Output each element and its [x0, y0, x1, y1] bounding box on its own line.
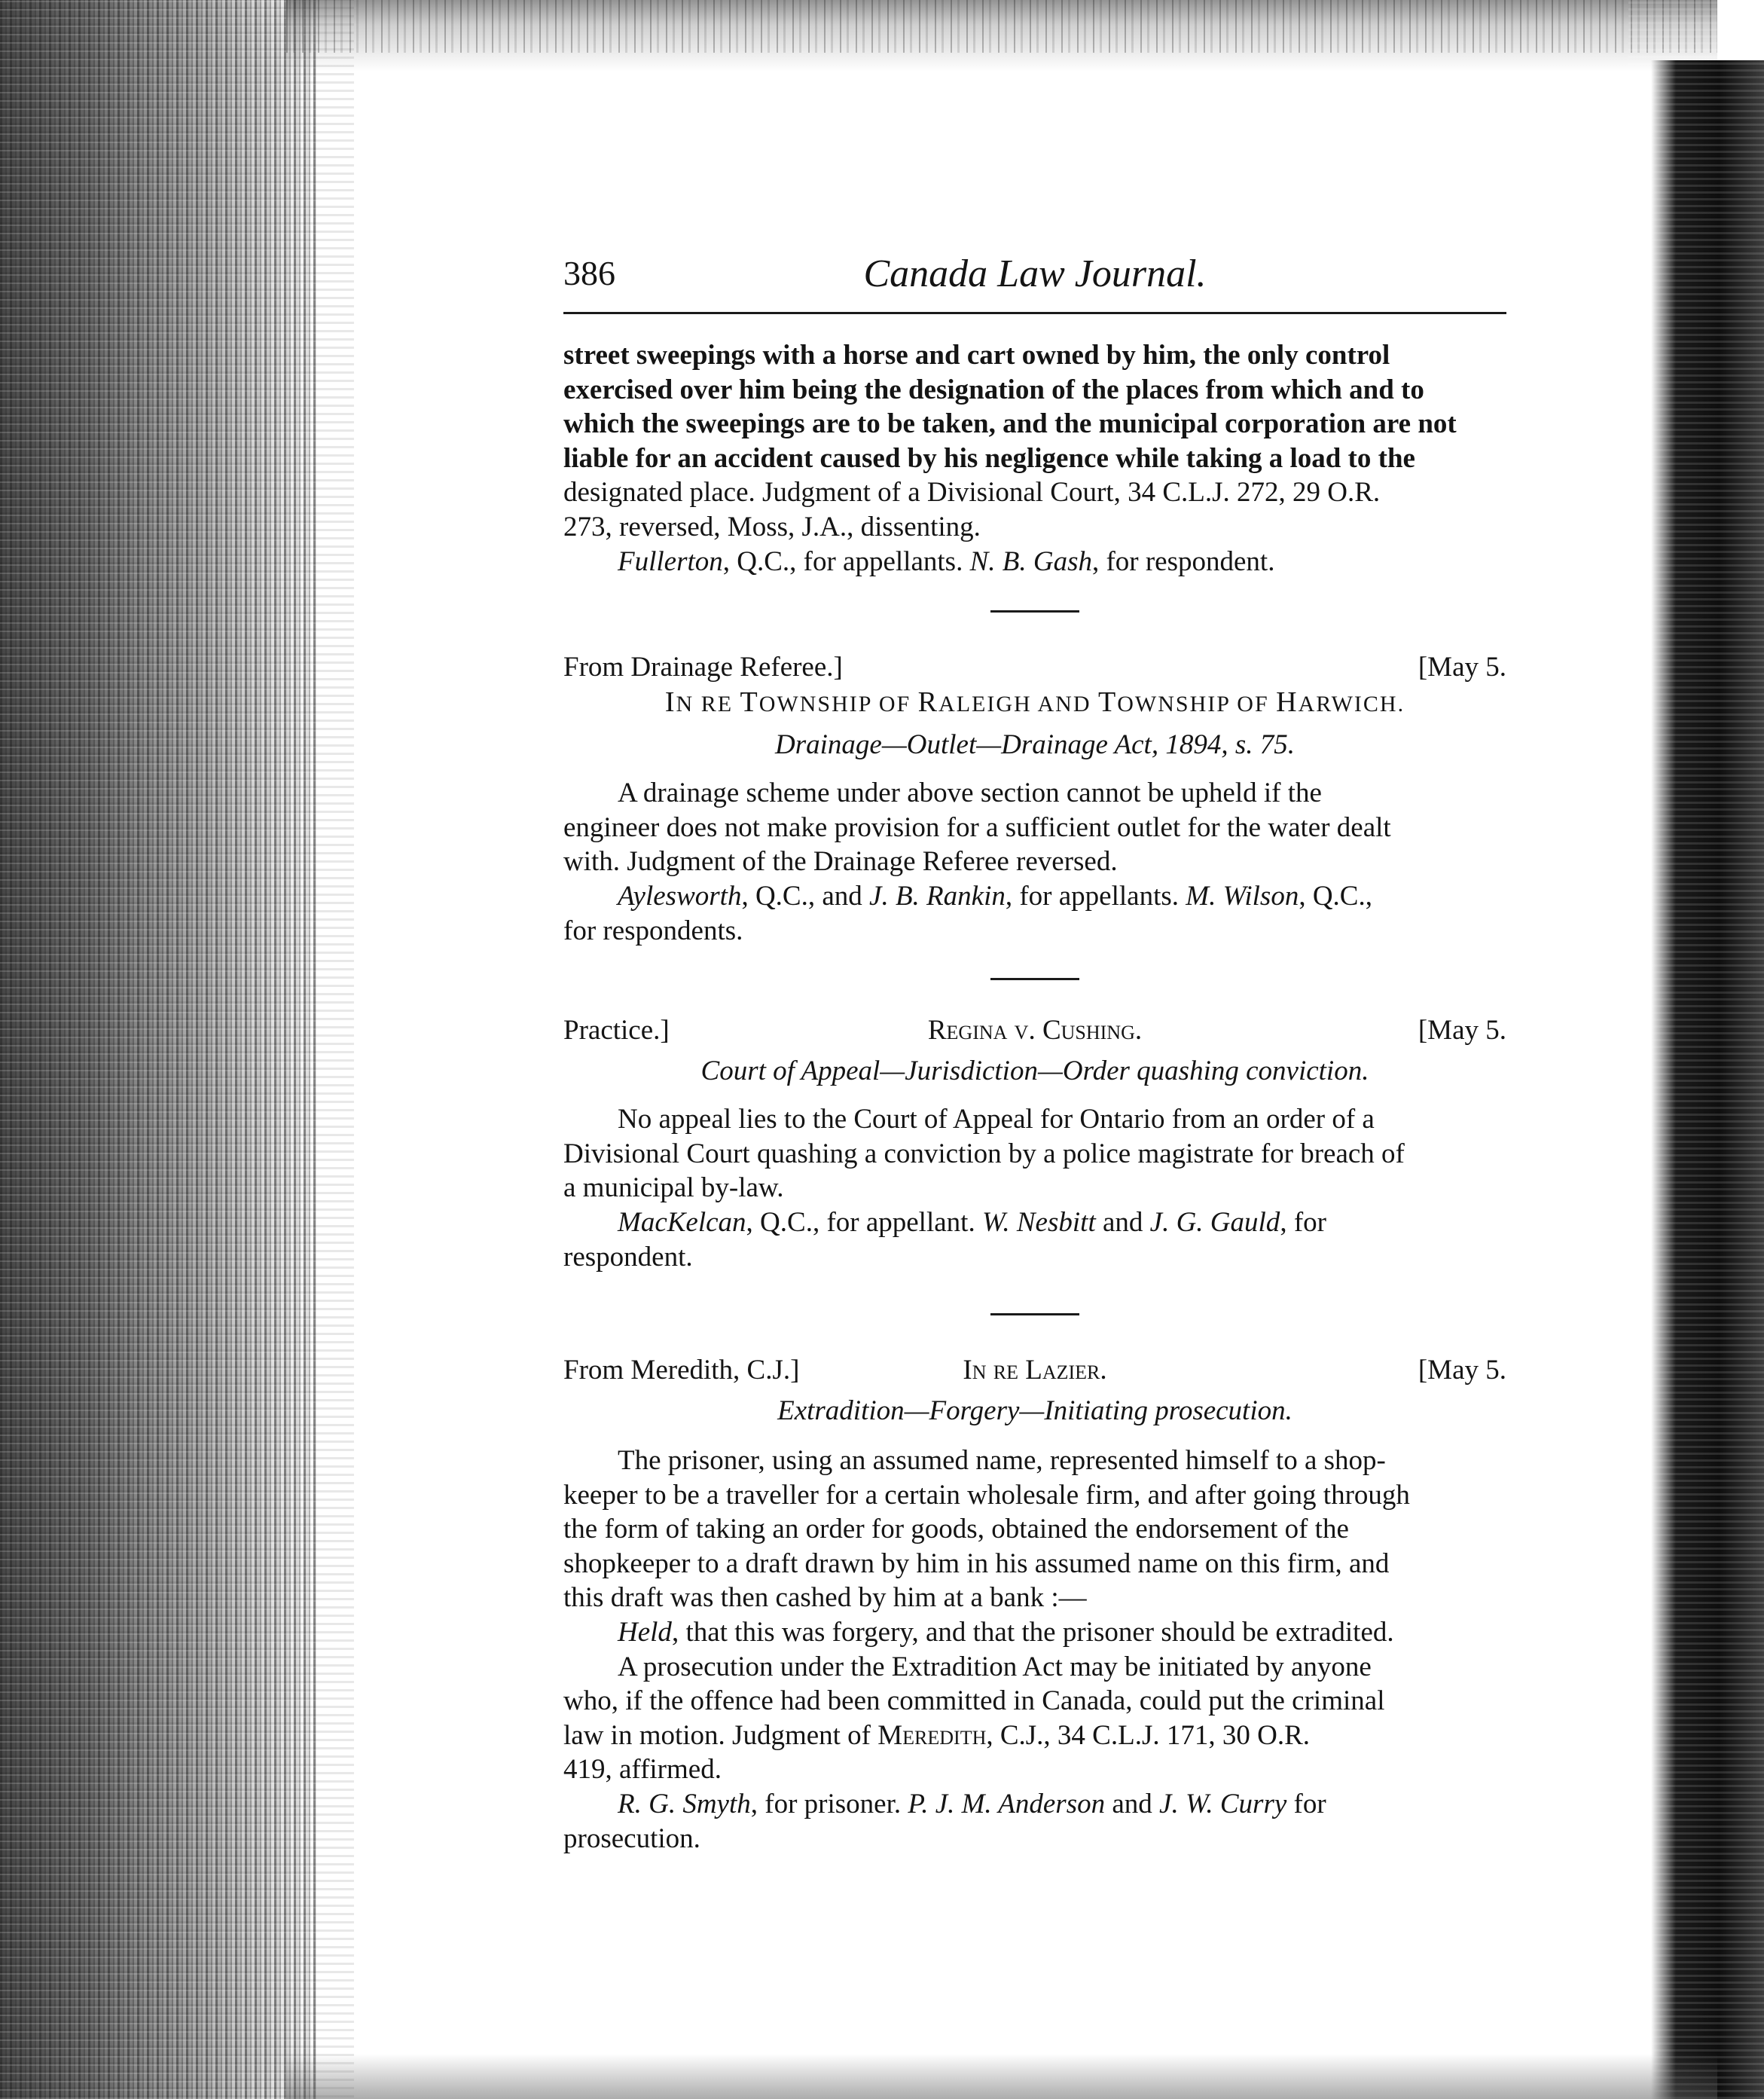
- counsel-name: J. G. Gauld: [1149, 1206, 1280, 1238]
- case-title: In re Lazier.: [963, 1355, 1107, 1386]
- text-line: respondent.: [563, 1241, 693, 1273]
- counsel-text: , for respondent.: [1091, 545, 1275, 577]
- text-line: A drainage scheme under above section cannot be upheld if the: [618, 778, 1322, 809]
- counsel-name: Aylesworth: [618, 880, 742, 912]
- case-header-row: [563, 1353, 1506, 1388]
- case-topic: Extradition—Forgery—Initiating prosecution.: [777, 1395, 1292, 1427]
- text-line: law in motion. Judgment of Meredith, C.J., 34 C.L.J. 171, 30 O.R.: [563, 1719, 1311, 1751]
- text-line: liable for an accident caused by his negligence while taking a load to the: [563, 442, 1415, 474]
- carryover-paragraph: [563, 338, 1506, 579]
- text-line: 419, affirmed.: [563, 1754, 722, 1786]
- holding-line: Held, that this was forgery, and that the prisoner should be extradited.: [618, 1617, 1394, 1648]
- judge-name: Meredith: [877, 1719, 987, 1751]
- text-line: designated place. Judgment of a Divisional Court, 34 C.L.J. 272, 29 O.R.: [563, 477, 1381, 509]
- case-topic: Court of Appeal—Jurisdiction—Order quashing conviction.: [700, 1056, 1369, 1087]
- text-line: with. Judgment of the Drainage Referee reversed.: [563, 846, 1118, 878]
- counsel-name: J. W. Curry: [1159, 1789, 1287, 1820]
- text-line: this draft was then cashed by him at a bank :—: [563, 1582, 1087, 1614]
- case-body: [563, 1444, 1506, 1856]
- scan-right-texture: [1628, 0, 1764, 2099]
- case-date: [May 5.: [1418, 1355, 1506, 1386]
- text-line: shopkeeper to a draft drawn by him in his assumed name on this firm, and: [563, 1548, 1390, 1579]
- case-drainage: [563, 650, 1506, 948]
- case-source: Practice.]: [563, 1015, 670, 1046]
- text-line: for respondents.: [563, 915, 743, 946]
- page-number: 386: [563, 254, 615, 292]
- journal-title: Canada Law Journal.: [863, 252, 1207, 295]
- text-line: engineer does not make provision for a sufficient outlet for the water dealt: [563, 811, 1391, 843]
- counsel-name: N. B. Gash: [969, 545, 1092, 577]
- scan-left-texture: [0, 0, 354, 2099]
- case-topic: Drainage—Outlet—Drainage Act, 1894, s. 75.: [775, 729, 1295, 761]
- text-line: No appeal lies to the Court of Appeal for Ontario from an order of a: [618, 1104, 1375, 1135]
- counsel-line: [563, 545, 1506, 579]
- journal-page: [563, 249, 1506, 1856]
- text-line: keeper to be a traveller for a certain wholesale firm, and after going through: [563, 1479, 1410, 1511]
- section-divider: [990, 1313, 1079, 1315]
- case-date: [May 5.: [1418, 652, 1506, 683]
- case-body: [563, 1102, 1506, 1274]
- counsel-name: M. Wilson: [1186, 880, 1299, 912]
- section-divider: [990, 610, 1079, 613]
- case-title: IN RE TOWNSHIP OF RALEIGH AND TOWNSHIP OF HARWICH.: [664, 686, 1405, 719]
- case-date: [May 5.: [1418, 1015, 1506, 1046]
- counsel-line: MacKelcan, Q.C., for appellant. W. Nesbitt and J. G. Gauld, for: [618, 1206, 1326, 1238]
- case-header-row: [563, 650, 1506, 685]
- text-line: The prisoner, using an assumed name, represented himself to a shop-: [618, 1445, 1386, 1477]
- counsel-line: Aylesworth, Q.C., and J. B. Rankin, for appellants. M. Wilson, Q.C.,: [618, 880, 1372, 912]
- counsel-name: W. Nesbitt: [981, 1206, 1096, 1238]
- text-line: exercised over him being the designation of the places from which and to: [563, 374, 1424, 405]
- case-source: From Meredith, C.J.]: [563, 1355, 800, 1386]
- case-regina-cushing: [563, 1013, 1506, 1274]
- case-lazier: [563, 1353, 1506, 1856]
- counsel-name: P. J. M. Anderson: [908, 1789, 1106, 1820]
- case-header-row: [563, 1013, 1506, 1048]
- counsel-name: Fullerton: [618, 545, 723, 577]
- counsel-line: R. G. Smyth, for prisoner. P. J. M. Anderson and J. W. Curry for: [618, 1789, 1326, 1820]
- counsel-name: J. B. Rankin: [869, 880, 1006, 912]
- case-source: From Drainage Referee.]: [563, 652, 843, 683]
- page-header: [563, 249, 1506, 314]
- held-label: Held: [618, 1617, 672, 1648]
- scan-bottom-edge: [286, 2054, 1717, 2099]
- case-title: Regina v. Cushing.: [927, 1015, 1143, 1046]
- text-line: a municipal by-law.: [563, 1172, 784, 1204]
- text-line: the form of taking an order for goods, obtained the endorsement of the: [563, 1514, 1349, 1545]
- case-body: [563, 776, 1506, 948]
- counsel-name: R. G. Smyth: [618, 1789, 751, 1820]
- counsel-name: MacKelcan: [618, 1206, 746, 1238]
- text-line: prosecution.: [563, 1822, 700, 1854]
- counsel-text: , Q.C., for appellants.: [722, 545, 963, 577]
- text-line: street sweepings with a horse and cart owned by him, the only control: [563, 340, 1390, 371]
- text-line: 273, reversed, Moss, J.A., dissenting.: [563, 511, 981, 542]
- text-line: A prosecution under the Extradition Act may be initiated by anyone: [618, 1651, 1372, 1682]
- text-line: which the sweepings are to be taken, and the municipal corporation are not: [563, 408, 1457, 440]
- scan-top-texture: [286, 0, 1717, 53]
- text-line: Divisional Court quashing a conviction by a police magistrate for breach of: [563, 1138, 1405, 1169]
- section-divider: [990, 978, 1079, 980]
- text-line: who, if the offence had been committed in Canada, could put the criminal: [563, 1685, 1385, 1717]
